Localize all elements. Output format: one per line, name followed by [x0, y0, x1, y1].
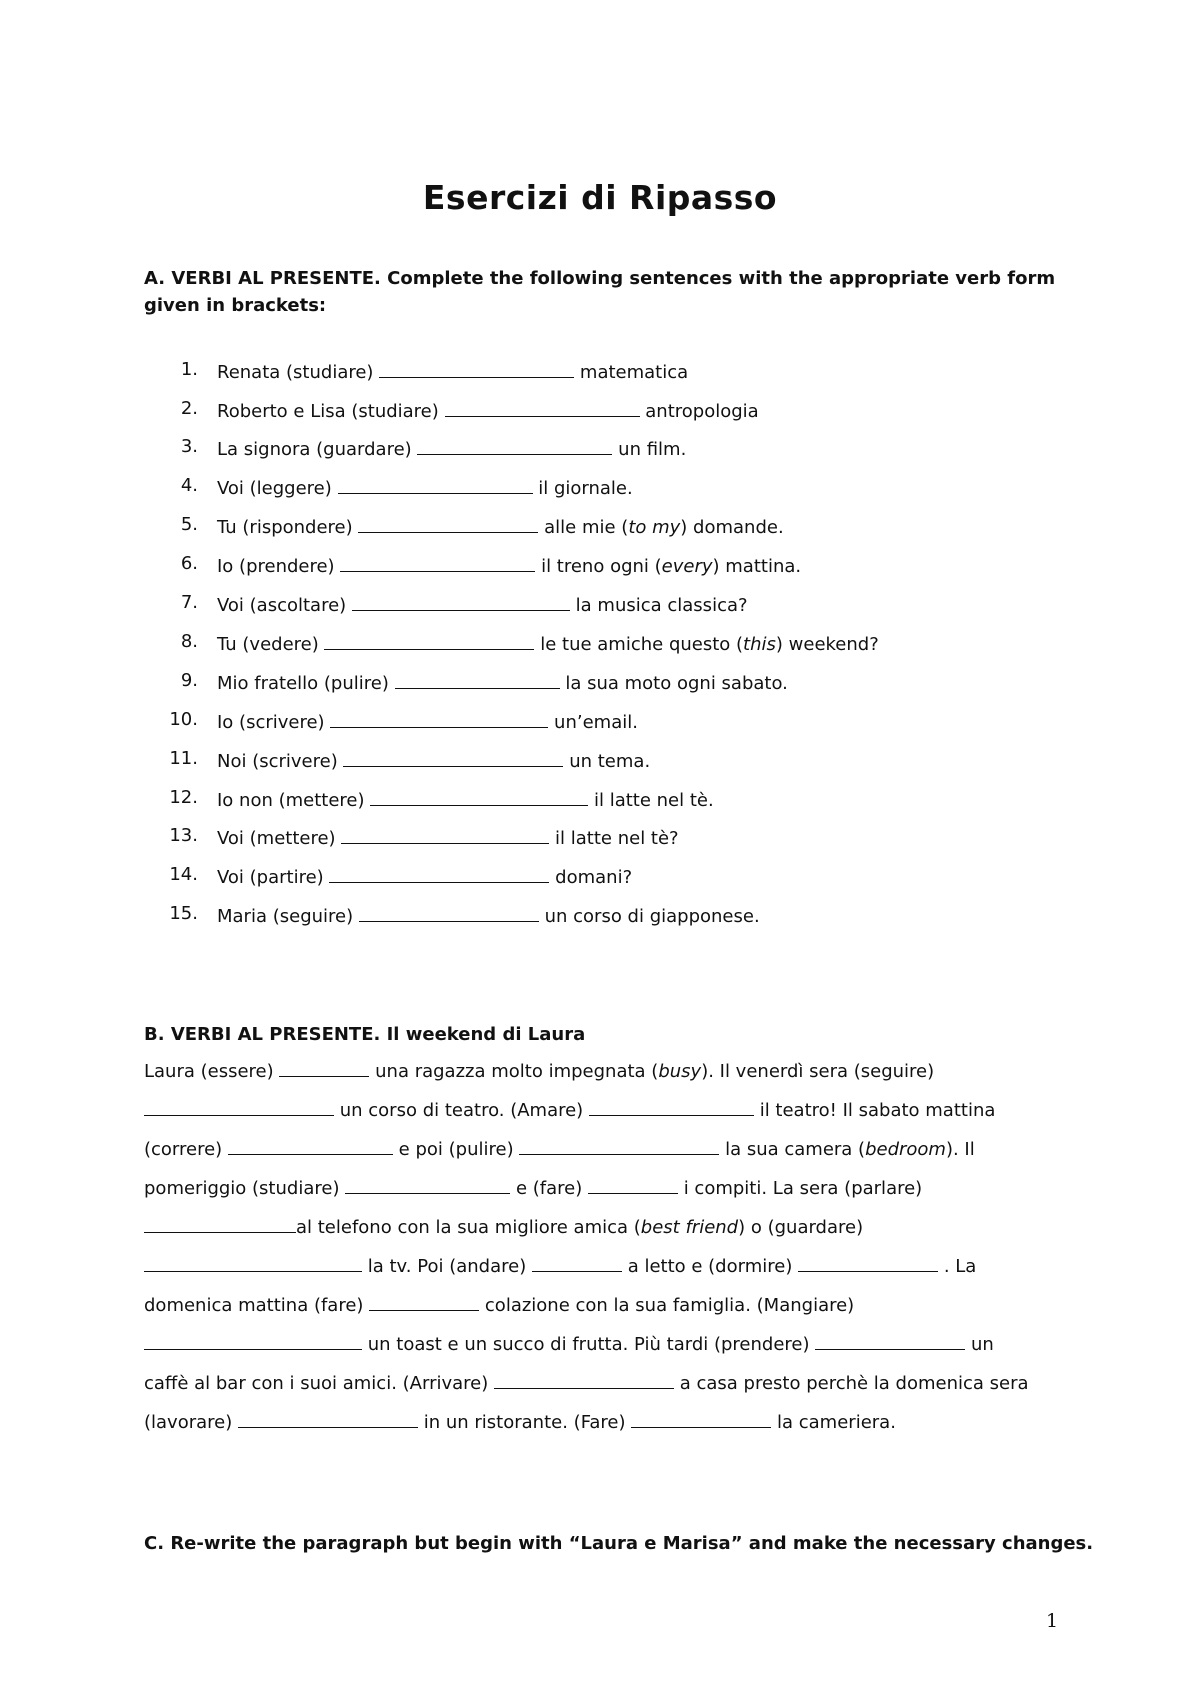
worksheet-page: Esercizi di Ripasso A. VERBI AL PRESENTE. Complete the following sentences with the appropriate verb form given in brackets: 1. Renata (studiare) matematica 2. Roberto e Lisa (studiare) antropologia 3. La signora (guardare) un film. 4. Voi (leggere) il giornale. 5. Tu (rispondere) alle mie (to my) domande. 6. Io (prendere) il treno ogni (every) mattina. 7. Voi (ascoltare) la musica classica? 8. Tu (vedere) le tue amiche questo (this) weekend? 9. Mio fratello (pulire) la sua moto ogni sabato. 10. Io (scrivere) un’email. 11. Noi (scrivere) un tema. 12. Io non (mettere) il latte nel tè. 13. Voi (mettere) il latte nel tè? 14. Voi (partire) domani? 15. Maria (seguire) un corso di giapponese. B. VERBI AL PRESENTE. Il weekend di Laura Laura (essere) una ragazza molto impegnata (busy). Il venerdì sera (seguire) un corso di teatro. (Amare) il teatro! Il sabato mattina (correre) e poi (pulire) la sua camera (bedroom). Il pomeriggio (studiare) e (fare) i compiti. La sera (parlare) al telefono con la sua migliore amica (best friend) o (guardare) la tv. Poi (andare) a letto e (dormire) . La domenica mattina (fare) colazione con la sua famiglia. (Mangiare) un toast e un succo di frutta. Più tardi (prendere) un caffè al bar con i suoi amici. (Arrivare) a casa presto perchè la domenica sera (lavorare) in un ristorante. (Fare) la cameriera. C. Re-write the paragraph but begin with “Laura e Marisa” and make the necessary changes. 1: [0, 0, 1200, 1698]
answer-blank[interactable]: [228, 1136, 393, 1155]
answer-blank[interactable]: [329, 864, 549, 883]
section-b-heading: B. VERBI AL PRESENTE. Il weekend di Laura: [144, 1024, 586, 1045]
answer-blank[interactable]: [341, 825, 549, 844]
answer-blank[interactable]: [352, 592, 570, 611]
answer-blank[interactable]: [330, 709, 548, 728]
answer-blank[interactable]: [798, 1253, 938, 1272]
answer-blank[interactable]: [144, 1097, 334, 1116]
answer-blank[interactable]: [358, 514, 538, 533]
answer-blank[interactable]: [395, 670, 560, 689]
answer-blank[interactable]: [324, 631, 534, 650]
answer-blank[interactable]: [631, 1409, 771, 1428]
answer-blank[interactable]: [519, 1136, 719, 1155]
section-c-heading: C. Re-write the paragraph but begin with “Laura e Marisa” and make the necessary changes.: [144, 1533, 1094, 1554]
answer-blank[interactable]: [815, 1331, 965, 1350]
answer-blank[interactable]: [532, 1253, 622, 1272]
answer-blank[interactable]: [417, 436, 612, 455]
answer-blank[interactable]: [144, 1214, 296, 1233]
page-number: 1: [1046, 1610, 1059, 1632]
answer-blank[interactable]: [359, 903, 539, 922]
answer-blank[interactable]: [588, 1175, 678, 1194]
answer-blank[interactable]: [345, 1175, 510, 1194]
section-a-heading-line2: given in brackets:: [144, 295, 327, 316]
answer-blank[interactable]: [340, 553, 535, 572]
answer-blank[interactable]: [589, 1097, 754, 1116]
answer-blank[interactable]: [445, 398, 640, 417]
answer-blank[interactable]: [144, 1253, 362, 1272]
answer-blank[interactable]: [238, 1409, 418, 1428]
answer-blank[interactable]: [343, 748, 563, 767]
answer-blank[interactable]: [279, 1058, 369, 1077]
answer-blank[interactable]: [370, 787, 588, 806]
answer-blank[interactable]: [144, 1331, 362, 1350]
section-a-heading-line1: A. VERBI AL PRESENTE. Complete the following sentences with the appropriate verb form: [144, 268, 1056, 289]
answer-blank[interactable]: [338, 475, 533, 494]
answer-blank[interactable]: [369, 1292, 479, 1311]
answer-blank[interactable]: [379, 359, 574, 378]
section-a-heading: [144, 265, 1064, 319]
page-title: Esercizi di Ripasso: [422, 178, 778, 217]
answer-blank[interactable]: [494, 1370, 674, 1389]
